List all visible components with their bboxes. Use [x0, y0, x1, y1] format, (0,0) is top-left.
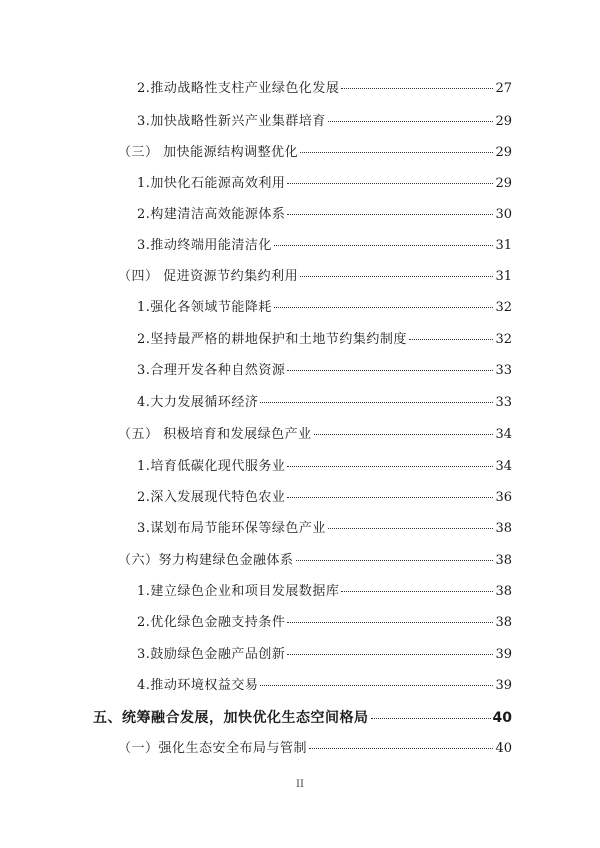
toc-entry[interactable]: [137, 112, 512, 132]
dot-leader: [328, 121, 494, 122]
toc-entry-page: 27: [495, 81, 512, 96]
toc-entry-title: 4.推动环境权益交易: [137, 678, 259, 693]
toc-entry-page: 33: [495, 363, 512, 378]
toc-entry[interactable]: [118, 143, 512, 163]
toc-entry-page: 34: [495, 459, 512, 474]
toc-entry-title: 3.推动终端用能清洁化: [137, 238, 272, 253]
toc-entry-page: 32: [495, 332, 512, 347]
toc-entry[interactable]: [93, 708, 512, 728]
toc-entry[interactable]: [137, 298, 512, 318]
toc-entry-page: 31: [495, 238, 512, 253]
dot-leader: [341, 591, 493, 592]
dot-leader: [287, 214, 493, 215]
toc-entry-page: 39: [495, 678, 512, 693]
dot-leader: [409, 339, 494, 340]
toc-entry[interactable]: [137, 613, 512, 633]
toc-entry-title: 1.加快化石能源高效利用: [137, 176, 286, 191]
toc-entry[interactable]: [137, 488, 512, 508]
toc-entry-title: 2.坚持最严格的耕地保护和土地节约集约制度: [137, 332, 407, 347]
toc-entry-page: 29: [495, 114, 512, 129]
toc-entry-title: 3.谋划布局节能环保等绿色产业: [137, 521, 326, 536]
toc-entry-title: 3.合理开发各种自然资源: [137, 363, 286, 378]
toc-entry[interactable]: [137, 645, 512, 665]
toc-entry-title: （五） 积极培育和发展绿色产业: [118, 427, 312, 442]
dot-leader: [274, 307, 494, 308]
dot-leader: [300, 152, 493, 153]
toc-entry-title: 4.大力发展循环经济: [137, 395, 259, 410]
toc-entry[interactable]: [137, 174, 512, 194]
toc-entry[interactable]: [137, 330, 512, 350]
toc-entry-page: 29: [495, 145, 512, 160]
dot-leader: [260, 685, 493, 686]
toc-entry-page: 33: [495, 395, 512, 410]
dot-leader: [296, 560, 494, 561]
toc-entry[interactable]: [118, 425, 512, 445]
toc-entry[interactable]: [137, 236, 512, 256]
toc-entry-page: 32: [495, 300, 512, 315]
toc-entry-page: 29: [495, 176, 512, 191]
toc-entry-page: 40: [495, 741, 512, 756]
dot-leader: [300, 276, 493, 277]
dot-leader: [309, 748, 493, 749]
toc-entry-title: 3.鼓励绿色金融产品创新: [137, 647, 286, 662]
dot-leader: [274, 245, 494, 246]
toc-entry[interactable]: [137, 457, 512, 477]
toc-entry[interactable]: [137, 519, 512, 539]
toc-entry-page: 38: [495, 615, 512, 630]
dot-leader: [287, 622, 493, 623]
dot-leader: [371, 718, 491, 719]
page-number: II: [296, 779, 304, 790]
dot-leader: [328, 528, 494, 529]
toc-entry-title: （六）努力构建绿色金融体系: [118, 553, 294, 568]
toc-entry-title: 2.推动战略性支柱产业绿色化发展: [137, 81, 340, 96]
toc-entry-title: 五、统筹融合发展，加快优化生态空间格局: [93, 710, 369, 726]
toc-entry[interactable]: [118, 267, 512, 287]
toc-entry-title: 2.构建清洁高效能源体系: [137, 207, 286, 222]
dot-leader: [260, 402, 493, 403]
toc-entry-title: 1.培育低碳化现代服务业: [137, 459, 286, 474]
toc-entry-title: 1.强化各领域节能降耗: [137, 300, 272, 315]
dot-leader: [287, 370, 493, 371]
toc-entry[interactable]: [137, 582, 512, 602]
dot-leader: [287, 654, 493, 655]
toc-entry-page: 38: [495, 521, 512, 536]
toc-entry-page: 31: [495, 269, 512, 284]
toc-entry-page: 38: [495, 584, 512, 599]
toc-entry[interactable]: [137, 361, 512, 381]
toc-entry[interactable]: [137, 393, 512, 413]
toc-entry-page: 39: [495, 647, 512, 662]
toc-entry[interactable]: [137, 79, 512, 99]
dot-leader: [287, 497, 493, 498]
toc-entry-page: 34: [495, 427, 512, 442]
toc-entry-page: 38: [495, 553, 512, 568]
toc-entry-title: （四） 促进资源节约集约利用: [118, 269, 299, 284]
toc-entry[interactable]: [118, 551, 512, 571]
dot-leader: [341, 88, 493, 89]
toc-entry-title: 3.加快战略性新兴产业集群培育: [137, 114, 326, 129]
toc-entry-title: （三） 加快能源结构调整优化: [118, 145, 299, 160]
toc-entry-title: 2.优化绿色金融支持条件: [137, 615, 286, 630]
toc-entry-title: 2.深入发展现代特色农业: [137, 490, 286, 505]
toc-entry-page: 30: [495, 207, 512, 222]
toc-entry-page: 36: [495, 490, 512, 505]
toc-entry[interactable]: [118, 739, 512, 759]
toc-entry-title: 1.建立绿色企业和项目发展数据库: [137, 584, 340, 599]
toc-entry-title: （一）强化生态安全布局与管制: [118, 741, 308, 756]
toc-entry-page: 40: [492, 710, 512, 726]
toc-entry[interactable]: [137, 205, 512, 225]
dot-leader: [287, 183, 493, 184]
toc-entry[interactable]: [137, 676, 512, 696]
dot-leader: [287, 466, 493, 467]
dot-leader: [314, 434, 494, 435]
